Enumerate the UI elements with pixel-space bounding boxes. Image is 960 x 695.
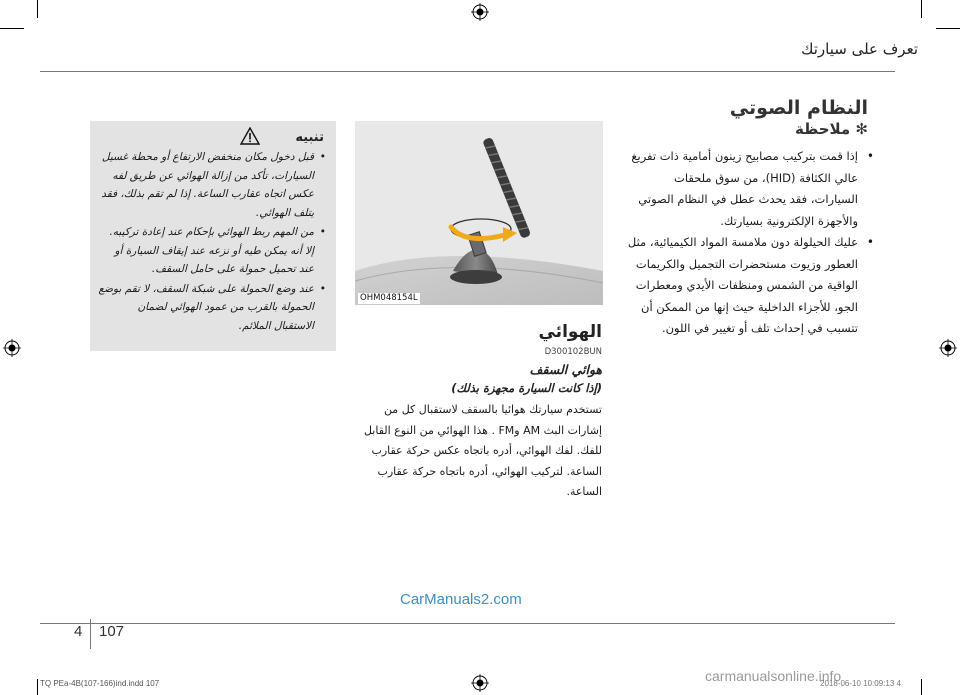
crop-mark [936,28,960,29]
header-divider [40,71,895,72]
section-code: D300102BUN [544,347,602,357]
caution-heading: تنبيه [295,130,324,145]
caution-item: • من المهم ربط الهوائي بإحكام عند إعادة تركيبه. إلا أنه يمكن طيه أو نزعه عند إيقاف السيارة أو عند تحميل حمولة على حامل السقف. [98,223,326,279]
caution-list [98,148,326,336]
caution-box [90,121,336,351]
registration-mark-icon [3,339,21,357]
chapter-header-title: تعرف على سيارتك [801,40,918,58]
chapter-number: 4 [74,623,83,640]
registration-mark-icon [939,339,957,357]
subsection-note: (إذا كانت السيارة مجهزة بذلك) [451,381,602,395]
page-number: 107 [99,623,125,640]
crop-mark [0,28,24,29]
caution-item: • عند وضع الحمولة على شبكة السقف، لا تقم بوضع الحمولة بالقرب من عمود الهوائي لضمان الاستقبال الملائم. [98,280,326,336]
print-slug-file: TQ PEa-4B(107-166)ind.indd 107 [40,679,160,688]
watermark-link[interactable]: CarManuals2.com [400,591,522,608]
section-title-antenna: الهوائي [538,322,602,342]
page-number-separator [90,619,91,649]
note-heading: ✻ ملاحظة [795,120,868,138]
crop-mark [921,0,922,18]
crop-mark [921,679,922,695]
note-item: • عليك الحيلولة دون ملامسة المواد الكيميائية، مثل العطور وزيوت مستحضرات التجميل والكريمات الواقية من الشمس ومنظفات الأيدي ومعطرات الجو، للأجزاء الداخلية حيث إنها من الممكن أن تتسبب في إحداث تلف أو تغيير في اللون. [624,232,874,340]
caution-item: • قبل دخول مكان منخفض الارتفاع أو محطة غسيل السيارات، تأكد من إزالة الهوائي عن طريق لفه عكس اتجاه عقارب الساعة. إذا لم تقم بذلك، فقد يتلف الهوائي. [98,148,326,222]
footer-divider [40,623,895,624]
registration-mark-icon [471,674,489,692]
roof-antenna-illustration [355,121,603,305]
registration-mark-icon [471,3,489,21]
antenna-description: تستخدم سيارتك هوائيا بالسقف لاستقبال كل من إشارات البث AM وFM . هذا الهوائي من النوع القابل للفك. لفك الهوائي، أدره باتجاه عكس حركة عقارب الساعة. لتركيب الهوائي، أدره باتجاه حركة عقارب الساعة. [363,403,602,498]
figure-code: OHM048154L [360,293,418,303]
section-title-sound-system: النظام الصوتي [729,97,868,119]
crop-mark [37,679,38,695]
subsection-title-roof-antenna: هوائي السقف [529,362,602,377]
warning-triangle-icon [240,127,260,145]
print-slug-date: 2018-06-10 10:09:13 4 [820,679,901,688]
note-list [624,146,874,340]
note-item: • إذا قمت بتركيب مصابيح زينون أمامية ذات تفريغ عالي الكثافة (HID)، من سوق ملحقات السيارات، فقد يحدث عطل في النظام الصوتي والأجهزة الإلكترونية بسيارتك. [624,146,874,232]
site-watermark: carmanualsonline.info [705,668,842,684]
crop-mark [37,0,38,18]
antenna-figure [355,121,603,305]
